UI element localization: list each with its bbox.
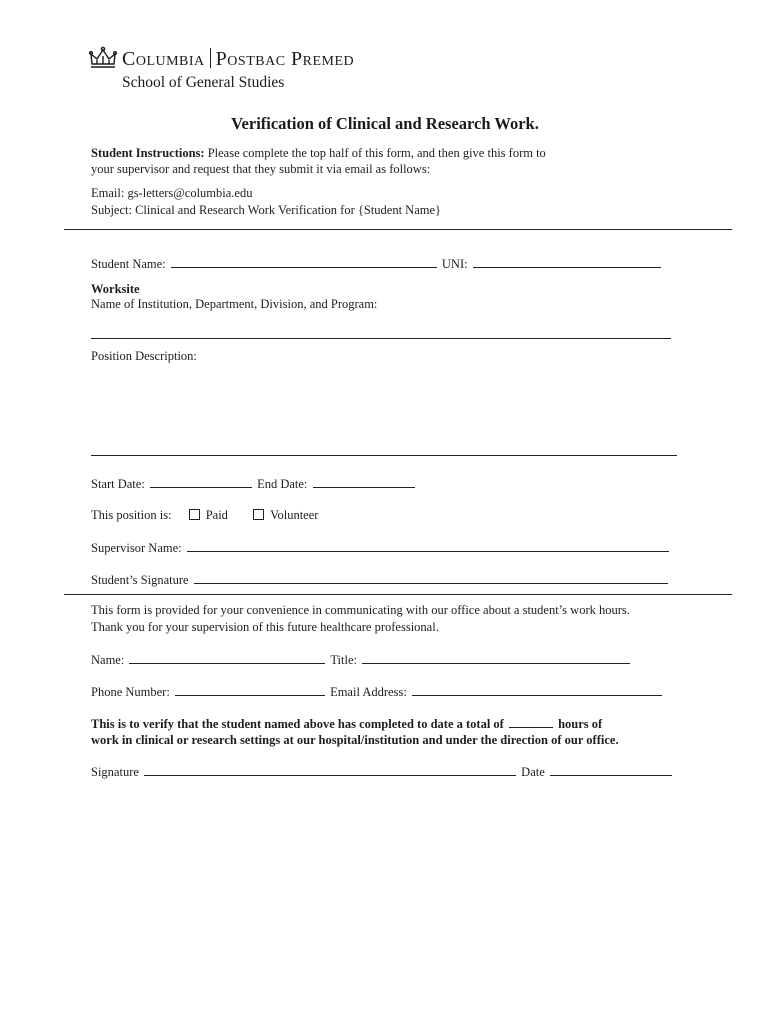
signature-field[interactable] bbox=[144, 764, 516, 776]
page-title: Verification of Clinical and Research Work. bbox=[231, 114, 539, 133]
phone-email-row bbox=[91, 684, 664, 700]
uni-label: UNI: bbox=[441, 257, 468, 271]
signature-label: Signature bbox=[91, 765, 139, 779]
verify-text-1: This is to verify that the student named above has completed to date a total of bbox=[91, 717, 504, 731]
dates-row bbox=[91, 476, 417, 492]
logo-secondary: Postbac Premed bbox=[215, 48, 355, 70]
logo-school: School of General Studies bbox=[122, 74, 285, 91]
email-label: Email Address: bbox=[330, 685, 407, 699]
verify-line-2: work in clinical or research settings at our hospital/institution and under the direction of our office. bbox=[91, 733, 619, 747]
end-date-field[interactable] bbox=[313, 476, 415, 488]
instructions-subject: Subject: Clinical and Research Work Verification for {Student Name} bbox=[91, 203, 442, 217]
name-field[interactable] bbox=[129, 652, 325, 664]
position-type-row bbox=[91, 508, 318, 523]
instructions-text-2: your supervisor and request that they submit it via email as follows: bbox=[91, 162, 431, 176]
instructions-text-1: Please complete the top half of this form, and then give this form to bbox=[204, 146, 546, 160]
email-field[interactable] bbox=[412, 684, 662, 696]
instructions-line1 bbox=[91, 146, 546, 161]
volunteer-checkbox[interactable] bbox=[253, 509, 264, 520]
hours-field[interactable] bbox=[509, 716, 553, 728]
institution-label: Name of Institution, Department, Division, and Program: bbox=[91, 297, 378, 311]
verify-text-2: hours of bbox=[558, 717, 603, 731]
title-field[interactable] bbox=[362, 652, 630, 664]
signature-row bbox=[91, 764, 674, 780]
crown-icon bbox=[88, 46, 118, 70]
volunteer-option[interactable] bbox=[253, 508, 318, 523]
end-date-label: End Date: bbox=[257, 477, 308, 491]
student-signature-field[interactable] bbox=[194, 572, 668, 584]
student-signature-row bbox=[91, 572, 670, 588]
instructions-email: Email: gs-letters@columbia.edu bbox=[91, 186, 253, 200]
start-date-field[interactable] bbox=[150, 476, 252, 488]
position-is-label: This position is: bbox=[91, 508, 172, 522]
phone-field[interactable] bbox=[175, 684, 325, 696]
student-name-row bbox=[91, 256, 663, 272]
student-name-field[interactable] bbox=[171, 256, 437, 268]
supervisor-name-label: Supervisor Name: bbox=[91, 541, 182, 555]
paid-label: Paid bbox=[205, 508, 228, 522]
student-name-label: Student Name: bbox=[91, 257, 166, 271]
logo-divider bbox=[210, 48, 211, 68]
supervisor-name-field[interactable] bbox=[187, 540, 669, 552]
student-signature-label: Student’s Signature bbox=[91, 573, 189, 587]
logo-primary: Columbia bbox=[122, 48, 205, 70]
supervisor-intro-2: Thank you for your supervision of this future healthcare professional. bbox=[91, 620, 439, 634]
phone-label: Phone Number: bbox=[91, 685, 170, 699]
worksite-heading: Worksite bbox=[91, 282, 140, 296]
verify-line-1 bbox=[91, 716, 602, 732]
logo-wordmark bbox=[122, 48, 354, 71]
start-date-label: Start Date: bbox=[91, 477, 145, 491]
institution-field[interactable] bbox=[91, 338, 671, 339]
section-divider-bottom bbox=[64, 594, 732, 595]
section-divider-top bbox=[64, 229, 732, 230]
supervisor-name-row bbox=[91, 540, 671, 556]
paid-option[interactable] bbox=[189, 508, 228, 523]
supervisor-intro-1: This form is provided for your convenience in communicating with our office about a student’s work hours. bbox=[91, 603, 630, 617]
uni-field[interactable] bbox=[473, 256, 661, 268]
date-label: Date bbox=[521, 765, 545, 779]
position-description-field[interactable] bbox=[91, 455, 677, 456]
position-description-label: Position Description: bbox=[91, 349, 197, 363]
volunteer-label: Volunteer bbox=[270, 508, 319, 522]
supervisor-name-title-row bbox=[91, 652, 632, 668]
date-field[interactable] bbox=[550, 764, 672, 776]
paid-checkbox[interactable] bbox=[189, 509, 200, 520]
instructions-label: Student Instructions: bbox=[91, 146, 205, 160]
title-label: Title: bbox=[330, 653, 357, 667]
name-label: Name: bbox=[91, 653, 125, 667]
